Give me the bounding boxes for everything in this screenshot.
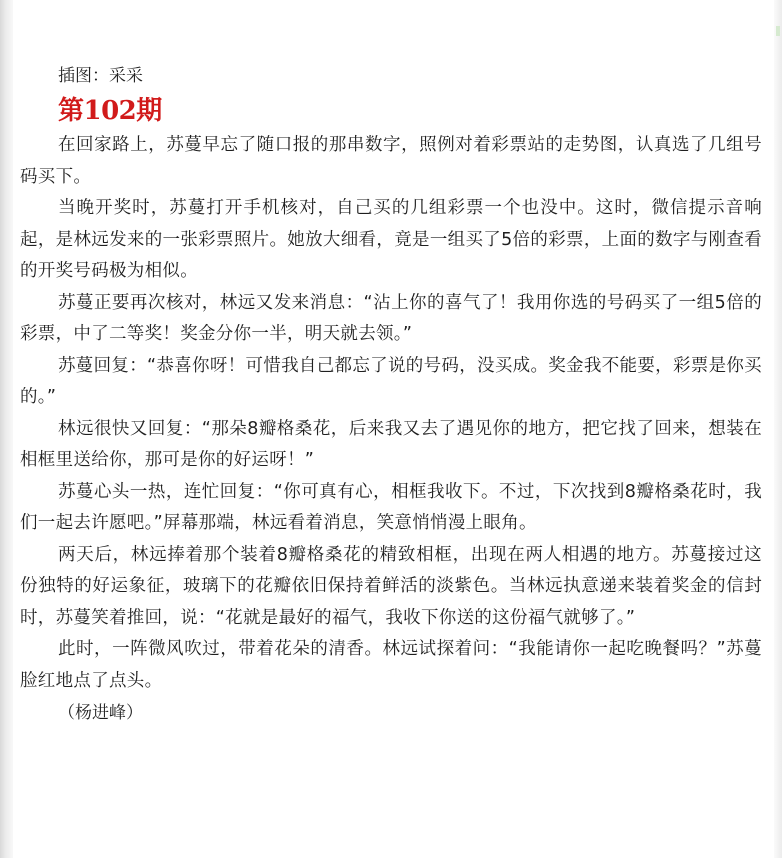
article-body [20, 60, 762, 729]
paragraph-1: 在回家路上，苏蔓早忘了随口报的那串数字，照例对着彩票站的走势图，认真选了几组号码买下。 [20, 135, 762, 187]
scrollbar-track[interactable] [774, 0, 782, 858]
paragraph-6: 苏蔓心头一热，连忙回复：“你可真有心，相框我收下。不过，下次找到8瓣格桑花时，我们一起去许愿吧。”屏幕那端，林远看着消息，笑意悄悄漫上眼角。 [20, 481, 762, 533]
paragraph-8: 此时，一阵微风吹过，带着花朵的清香。林远试探着问：“我能请你一起吃晚餐吗？”苏蔓脸红地点了点头。 [20, 639, 762, 691]
illustration-credit: 插图：采采 [58, 66, 143, 86]
issue-title: 第102期 [58, 96, 162, 126]
author-signature: （杨进峰） [58, 703, 143, 723]
paragraph-3: 苏蔓正要再次核对，林远又发来消息：“沾上你的喜气了！我用你选的号码买了一组5倍的彩票，中了二等奖！奖金分你一半，明天就去领。” [20, 292, 762, 344]
left-page-edge [0, 0, 13, 858]
paragraph-2: 当晚开奖时，苏蔓打开手机核对，自己买的几组彩票一个也没中。这时，微信提示音响起，是林远发来的一张彩票照片。她放大细看，竟是一组买了5倍的彩票，上面的数字与刚查看的开奖号码极为相似。 [20, 198, 762, 281]
scrollbar-thumb[interactable] [776, 26, 780, 36]
paragraph-7: 两天后，林远捧着那个装着8瓣格桑花的精致相框，出现在两人相遇的地方。苏蔓接过这份独特的好运象征，玻璃下的花瓣依旧保持着鲜活的淡紫色。当林远执意递来装着奖金的信封时，苏蔓笑着推回，说：“花就是最好的福气，我收下你送的这份福气就够了。” [20, 544, 762, 628]
paragraph-5: 林远很快又回复：“那朵8瓣格桑花，后来我又去了遇见你的地方，把它找了回来，想装在相框里送给你，那可是你的好运呀！” [20, 418, 762, 470]
paragraph-4: 苏蔓回复：“恭喜你呀！可惜我自己都忘了说的号码，没买成。奖金我不能要，彩票是你买的。” [20, 355, 762, 407]
